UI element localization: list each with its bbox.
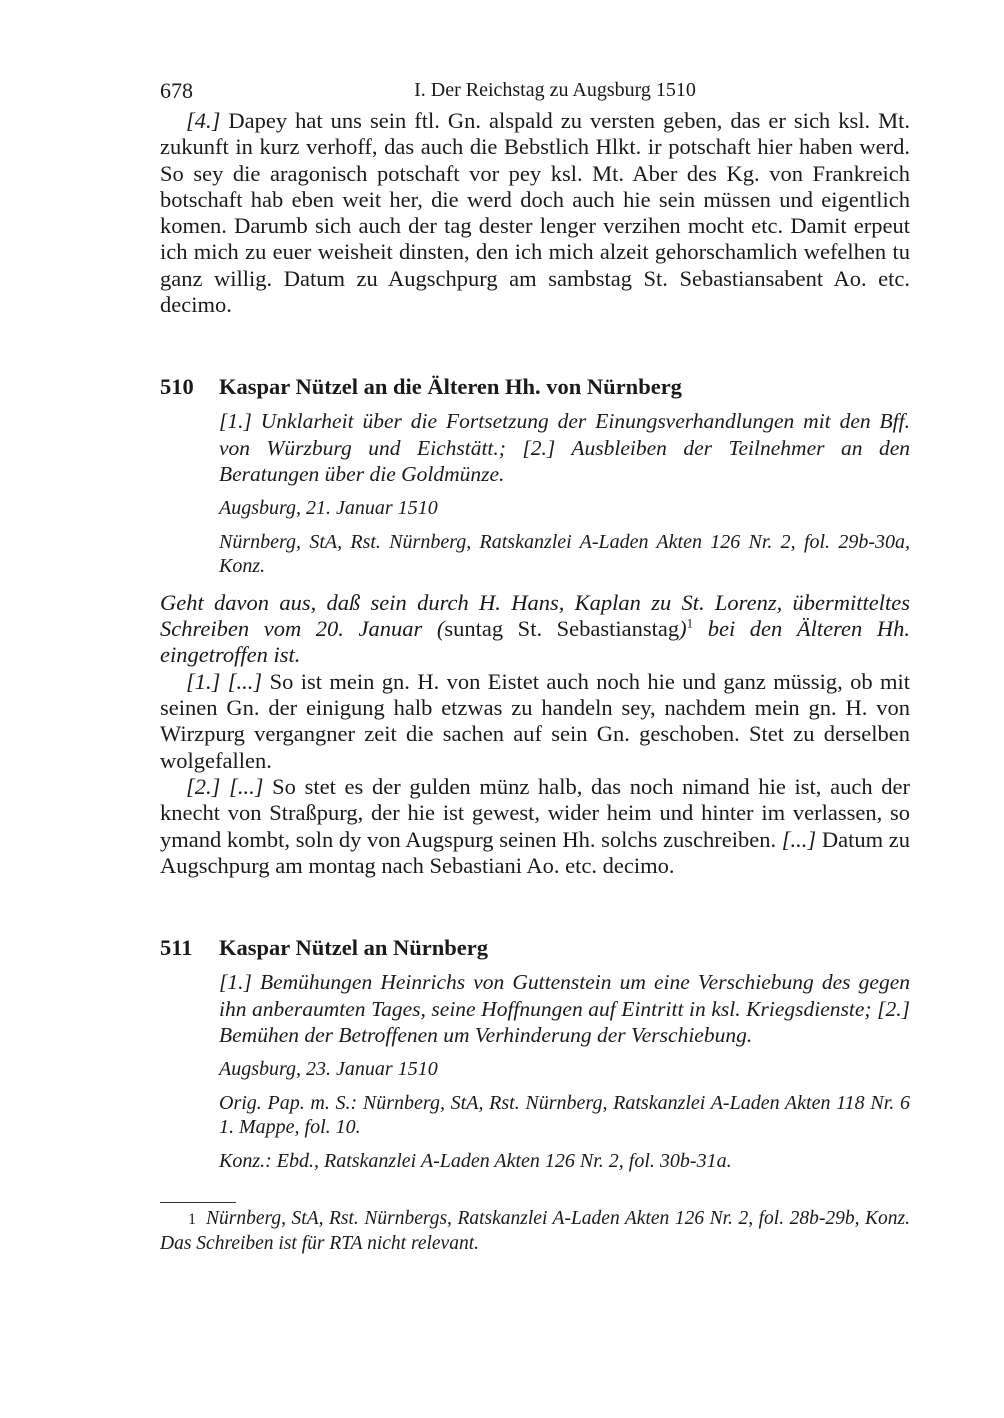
paragraph-text: So ist mein gn. H. von Eistet auch noch hie und ganz müssig, ob mit seinen Gn. der einigung halb etzwas zu handeln sey, nachdem mein gn. H. von Wirzpurg vergangner zeit die sachen auf sein Gn. geschoben. Stet zu derselben wolgefallen. [160, 668, 910, 773]
body-paragraph-2 [160, 774, 910, 879]
page-content [160, 78, 910, 1173]
document-heading-511 [160, 935, 910, 961]
paragraph-marker: [4.] [186, 108, 221, 133]
running-title: I. Der Reichstag zu Augsburg 1510 [414, 79, 696, 101]
footnote-mark: 1 [188, 1211, 196, 1228]
summary-close: ) [679, 616, 687, 642]
summary-text: Geht davon aus, daß sein durch H. Hans, Kaplan zu St. Lorenz, übermitteltes Schreiben vom 20. Januar ( [160, 589, 910, 642]
omission-marker: [...] [781, 826, 817, 852]
document-place-date: Augsburg, 23. Januar 1510 [219, 1057, 438, 1080]
paragraph-marker: [1.] [...] [186, 668, 263, 694]
document-place-date: Augsburg, 21. Januar 1510 [219, 496, 438, 519]
paragraph-marker: [2.] [...] [186, 773, 264, 799]
footnote-divider [160, 1202, 236, 1203]
body-paragraph-1 [160, 669, 910, 774]
document-title: Kaspar Nützel an die Älteren Hh. von Nürnberg [219, 374, 682, 400]
document-regest: [1.] Unklarheit über die Fortsetzung der Einungsverhandlungen mit den Bff. von Würzburg und Eichstätt.; [2.] Ausbleiben der Teilnehmer an den Beratungen über die Goldmünze. [219, 409, 910, 487]
paragraph-text: So stet es der gulden münz halb, das noch nimand hie ist, auch der knecht von Straßpurg, der hie ist gewest, wider heim und hinter im verlassen, so ymand kombt, soln dy von Augspurg seinen Hh. solchs zuschreiben. [160, 773, 910, 852]
document-regest: [1.] Bemühungen Heinrichs von Guttenstein um eine Verschiebung des gegen ihn anberaumten Tages, seine Hoffnungen auf Eintritt in ksl. Kriegsdienste; [2.] Bemühen der Betroffenen um Verhinderung der Verschiebung. [219, 970, 910, 1048]
document-source-concept: Konz.: Ebd., Ratskanzlei A-Laden Akten 126 Nr. 2, fol. 30b-31a. [219, 1149, 732, 1172]
footnote-text: Nürnberg, StA, Rst. Nürnbergs, Ratskanzlei A-Laden Akten 126 Nr. 2, fol. 28b-29b, Konz. Das Schreiben ist für RTA nicht relevant. [160, 1208, 910, 1254]
document-number: 511 [160, 935, 193, 961]
document-title: Kaspar Nützel an Nürnberg [219, 935, 488, 961]
document-number: 510 [160, 374, 194, 400]
summary-date-roman: suntag St. Sebastianstag [444, 616, 680, 642]
document-summary [160, 590, 910, 669]
footnote [160, 1207, 910, 1255]
document-source-original: Orig. Pap. m. S.: Nürnberg, StA, Rst. Nürnberg, Ratskanzlei A-Laden Akten 118 Nr. 6 1. Mappe, fol. 10. [219, 1091, 910, 1138]
summary-text-end: bei den Älteren Hh. eingetroffen ist. [160, 616, 910, 668]
footnote-reference[interactable]: 1 [686, 615, 694, 631]
document-heading-510 [160, 374, 910, 400]
paragraph-text-end: Datum zu Augschpurg am montag nach Sebastiani Ao. etc. decimo. [160, 826, 910, 878]
paragraph-text: Dapey hat uns sein ftl. Gn. alspald zu versten geben, das er sich ksl. Mt. zukunft in kurz verhoff, das auch die Bebstlich Hlkt. ir potschaft hier haben werd. So sey die aragonisch potschaft vor pey ksl. Mt. Aber des Kg. von Frankreich botschaft hab eben weit her, die werd doch auch hie sein müssen und eigentlich komen. Darumb sich auch der tag dester lenger verzihen mocht etc. Damit erpeut ich mich zu euer weisheit dinsten, den ich mich alzeit gehorschamlich wefelhen tu ganz willig. Datum zu Augschpurg am sambstag St. Sebastiansabent Ao. etc. decimo. [160, 108, 910, 318]
document-source: Nürnberg, StA, Rst. Nürnberg, Ratskanzlei A-Laden Akten 126 Nr. 2, fol. 29b-30a, Konz. [219, 530, 910, 577]
page-number: 678 [160, 78, 193, 103]
intro-paragraph [160, 108, 910, 318]
page-header [160, 78, 910, 108]
